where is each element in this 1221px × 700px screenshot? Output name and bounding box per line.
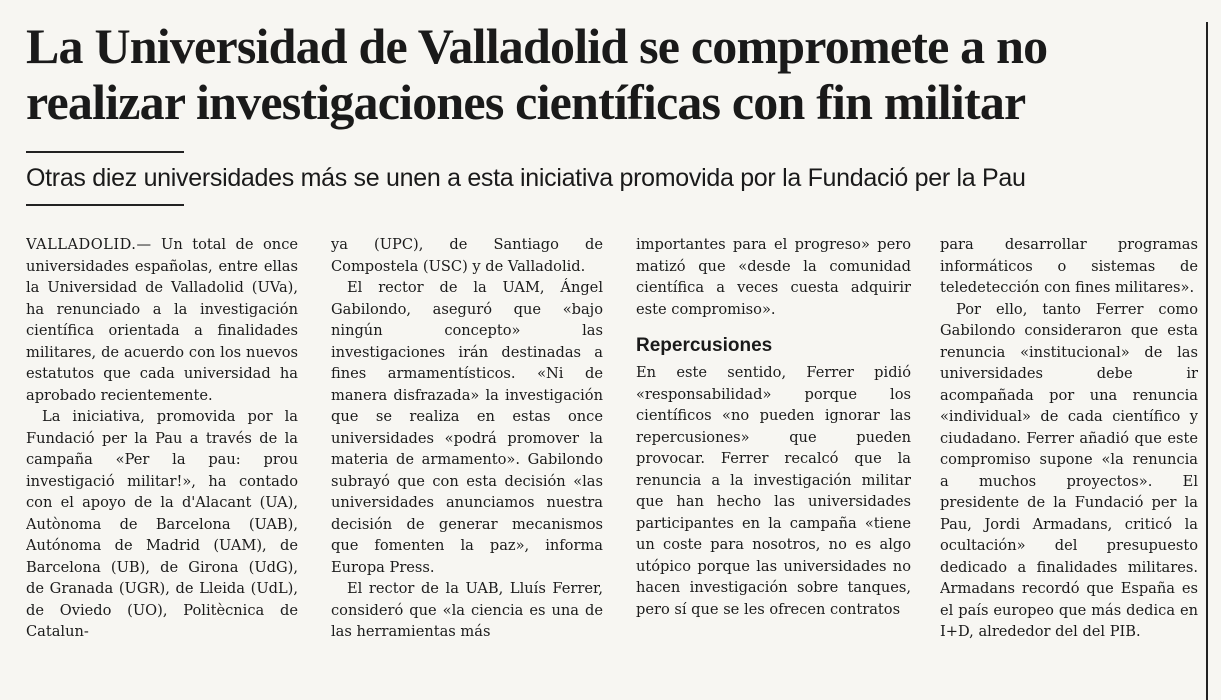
paragraph: para desarrollar programas informáticos o sistemas de teledetección con fines militares». [940, 236, 1198, 296]
paragraph: El rector de la UAM, Ángel Gabilondo, aseguró que «bajo ningún concepto» las investigaciones irán destinadas a fines armamentísticos. «Ni de manera disfrazada» la investigación que se realiza en estas once universidades «podrá promover la materia de armamento». Gabilondo subrayó que con esta decisión «las universidades anunciamos nuestra decisión de generar mecanismos que fomenten la paz», informa Europa Press. [331, 279, 603, 576]
page-edge-line [1206, 22, 1208, 700]
paragraph: Por ello, tanto Ferrer como Gabilondo consideraron que esta renuncia «institucional» de las universidades debe ir acompañada por una renuncia «individual» de cada científico y ciudadano. Ferrer añadió que este compromiso supone «la renuncia a muchos proyectos». El presidente de la Fundació per la Pau, Jordi Armadans, criticó la ocultación» del presupuesto dedicado a finalidades militares. Armadans recordó que España es el país europeo que más dedica en I+D, alrededor del del PIB. [940, 300, 1198, 640]
column-3 [636, 234, 911, 674]
paragraph: ya (UPC), de Santiago de Compostela (USC) y de Valladolid. [331, 236, 603, 275]
paragraph: El rector de la UAB, Lluís Ferrer, consideró que «la ciencia es una de las herramientas más [331, 580, 603, 640]
headline-divider [26, 151, 184, 153]
paragraph [26, 234, 298, 406]
subtitle-divider [26, 204, 184, 206]
article-subtitle: Otras diez universidades más se unen a esta iniciativa promovida por la Fundació per la Pau [26, 164, 1026, 192]
paragraph: La iniciativa, promovida por la Fundació per la Pau a través de la campaña «Per la pau: prou investigació militar!», ha contado con el apoyo de la d'Alacant (UA), Autònoma de Barcelona (UAB), Autónoma de Madrid (UAM), de Barcelona (UB), de Girona (UdG), de Granada (UGR), de Lleida (UdL), de Oviedo (UO), Politècnica de Catalun- [26, 408, 298, 640]
dateline: VALLADOLID.— [26, 236, 152, 253]
section-subhead: Repercusiones [636, 335, 773, 356]
column-4 [940, 234, 1198, 674]
paragraph: En este sentido, Ferrer pidió «responsabilidad» porque los científicos «no pueden ignorar las repercusiones» que pueden provocar. Ferrer recalcó que la renuncia a la investigación militar que han hecho las universidades participantes en la campaña «tiene un coste para nosotros, no es algo utópico porque las universidades no hacen investigación sobre tanques, pero sí que se les ofrecen contratos [636, 364, 911, 618]
column-1 [26, 234, 298, 674]
column-2 [331, 234, 603, 674]
article-headline: La Universidad de Valladolid se compromete a no realizar investigaciones científicas con fin militar [26, 18, 1048, 130]
paragraph-text: Un total de once universidades españolas, entre ellas la Universidad de Valladolid (UVa), ha renunciado a la investigación científica orientada a finalidades militares, de acuerdo con los nuevos estatutos que cada universidad ha aprobado recientemente. [26, 236, 298, 404]
paragraph: importantes para el progreso» pero matizó que «desde la comunidad científica a veces cuesta adquirir este compromiso». [636, 236, 911, 318]
